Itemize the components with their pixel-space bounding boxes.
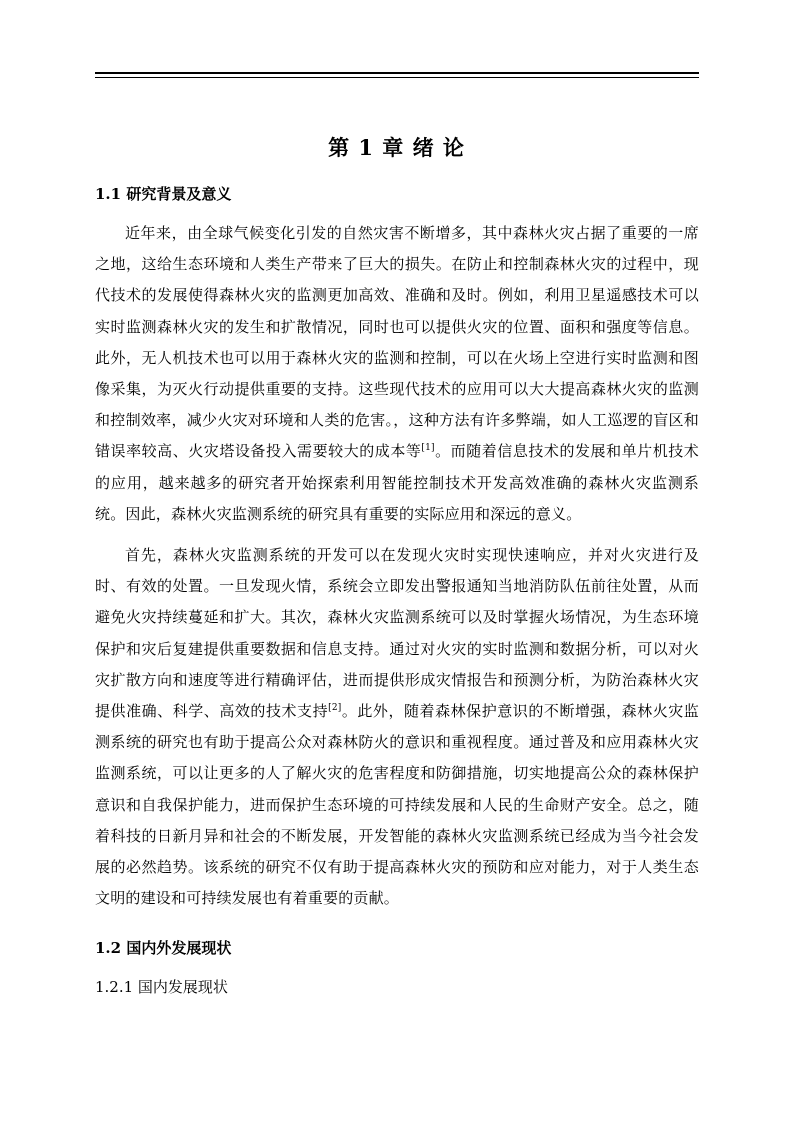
subsection-heading-1-2-1: 1.2.1 国内发展现状: [95, 978, 228, 996]
paragraph-2: [95, 540, 699, 914]
chapter-title: 第 1 章 绪 论: [328, 135, 465, 160]
header-rule: [95, 72, 699, 78]
paragraph-1-text-b: 。而随着信息技术的发展和单片机技术的应用，越来越多的研究者开始探索利用智能控制技术开发高效准确的森林火灾监测系统。因此，森林火灾监测系统的研究具有重要的实际应用和深远的意义。: [95, 442, 699, 523]
paragraph-2-text-b: 。此外，随着森林保护意识的不断增强，森林火灾监测系统的研究也有助于提高公众对森林防火的意识和重视程度。通过普及和应用森林火灾监测系统，可以让更多的人了解火灾的危害程度和防御措施，切实地提高公众的森林保护意识和自我保护能力，进而保护生态环境的可持续发展和人民的生命财产安全。总之，随着科技的日新月异和社会的不断发展，开发智能的森林火灾监测系统已经成为当今社会发展的必然趋势。该系统的研究不仅有助于提高森林火灾的预防和应对能力，对于人类生态文明的建设和可持续发展也有着重要的贡献。: [95, 702, 699, 908]
section-heading-1-2: 1.2 国内外发展现状: [95, 939, 232, 957]
paragraph-2-text-a: 首先，森林火灾监测系统的开发可以在发现火灾时实现快速响应，并对火灾进行及时、有效的处置。一旦发现火情，系统会立即发出警报通知当地消防队伍前往处置，从而避免火灾持续蔓延和扩大。其次，森林火灾监测系统可以及时掌握火场情况，为生态环境保护和灾后复建提供重要数据和信息支持。通过对火灾的实时监测和数据分析，可以对火灾扩散方向和速度等进行精确评估，进而提供形成灾情报告和预测分析，为防治森林火灾提供准确、科学、高效的技术支持: [95, 546, 699, 721]
paragraph-1: [95, 218, 699, 530]
section-heading-1-1: 1.1 研究背景及意义: [95, 185, 232, 203]
citation-2: [2]: [328, 703, 342, 714]
paragraph-1-text-a: 近年来，由全球气候变化引发的自然灾害不断增多，其中森林火灾占据了重要的一席之地，这给生态环境和人类生产带来了巨大的损失。在防止和控制森林火灾的过程中，现代技术的发展使得森林火灾的监测更加高效、准确和及时。例如，利用卫星遥感技术可以实时监测森林火灾的发生和扩散情况，同时也可以提供火灾的位置、面积和强度等信息。此外，无人机技术也可以用于森林火灾的监测和控制，可以在火场上空进行实时监测和图像采集，为灭火行动提供重要的支持。这些现代技术的应用可以大大提高森林火灾的监测和控制效率，减少火灾对环境和人类的危害。，这种方法有许多弊端，如人工巡逻的盲区和错误率较高、火灾塔设备投入需要较大的成本等: [95, 224, 699, 461]
citation-1: [1]: [421, 443, 435, 454]
